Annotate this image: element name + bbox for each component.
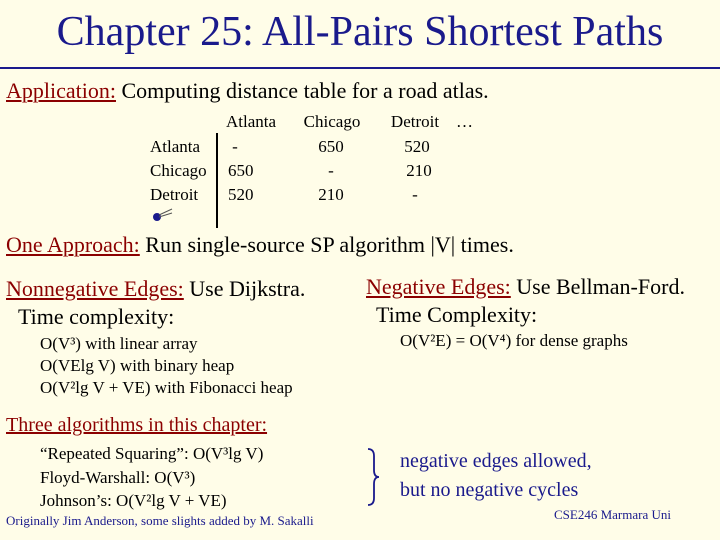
algorithm-line-2: Floyd-Warshall: O(V³) (40, 468, 196, 487)
table-cell: - (412, 185, 418, 204)
nonneg-text: Use Dijkstra. (183, 276, 306, 301)
application-label: Application: (6, 78, 116, 103)
one-approach-label: One Approach: (6, 232, 140, 257)
table-cell: - (232, 137, 238, 156)
three-algorithms-label (6, 414, 267, 437)
one-approach-line (6, 232, 514, 258)
table-cell: 650 (228, 161, 254, 180)
table-cell: 520 (228, 185, 254, 204)
nonneg-line (6, 276, 305, 302)
table-cell: 520 (404, 137, 430, 156)
nonneg-label: Nonnegative Edges: (6, 276, 184, 301)
note-line-2: but no negative cycles (400, 479, 579, 501)
nonneg-line-2: O(VElg V) with binary heap (40, 356, 235, 375)
table-cell: 210 (406, 161, 432, 180)
three-algorithms-heading: Three algorithms in this chapter: (6, 414, 268, 436)
neg-line (366, 274, 685, 300)
table-cell: 210 (318, 185, 344, 204)
neg-label: Negative Edges: (366, 274, 511, 299)
footer-credit: Originally Jim Anderson, some slights added by M. Sakalli (6, 513, 314, 528)
col-header-detroit: Detroit (390, 112, 440, 131)
algorithm-line-3: Johnson’s: O(V²lg V + VE) (40, 491, 227, 510)
col-header-chicago: Chicago (303, 112, 361, 131)
title-divider (0, 67, 720, 69)
nonneg-complexity-label: Time complexity: (18, 304, 175, 329)
table-column-divider (216, 133, 218, 228)
col-header-atlanta: Atlanta (225, 112, 277, 131)
neg-text: Use Bellman-Ford. (510, 274, 685, 299)
scissors-icon (152, 207, 176, 223)
row-name: Atlanta (150, 137, 201, 156)
row-name: Chicago (150, 161, 207, 180)
neg-complexity-label: Time Complexity: (376, 302, 538, 327)
application-text: Computing distance table for a road atlas. (115, 78, 489, 103)
neg-complexity-line: O(V²E) = O(V⁴) for dense graphs (400, 331, 628, 350)
note-line-1: negative edges allowed, (400, 450, 592, 472)
one-approach-text: Run single-source SP algorithm |V| times. (139, 232, 514, 257)
col-header-ellipsis: … (456, 112, 473, 131)
application-line (6, 78, 489, 104)
algorithm-line-1: “Repeated Squaring”: O(V³lg V) (40, 444, 264, 463)
nonneg-line-3: O(V²lg V + VE) with Fibonacci heap (40, 378, 293, 397)
table-cell: 650 (318, 137, 344, 156)
nonneg-line-1: O(V³) with linear array (40, 334, 198, 353)
table-cell: - (328, 161, 334, 180)
brace-icon (366, 448, 380, 506)
footer-course: CSE246 Marmara Uni (554, 507, 671, 522)
slide-title: Chapter 25: All-Pairs Shortest Paths (56, 9, 664, 55)
row-name: Detroit (150, 185, 199, 204)
